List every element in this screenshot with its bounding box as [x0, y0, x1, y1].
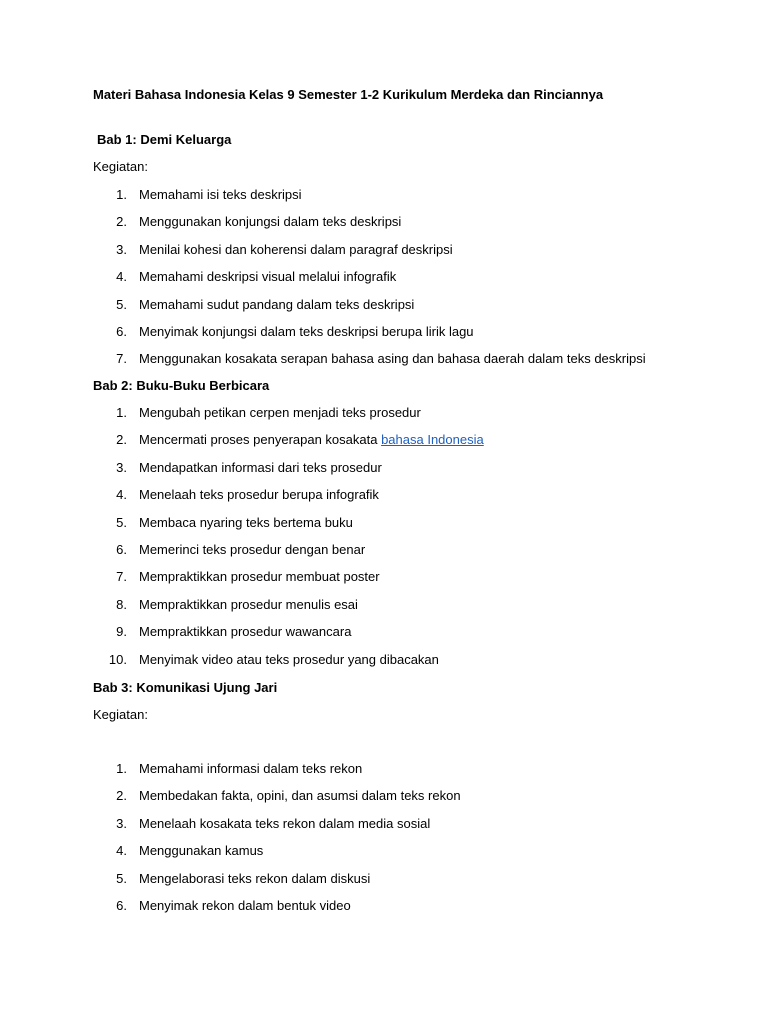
- list-item: [0, 652, 768, 679]
- document-title: Materi Bahasa Indonesia Kelas 9 Semester 1-2 Kurikulum Merdeka dan Rinciannya: [93, 87, 604, 102]
- list-item: [0, 460, 768, 487]
- list-number: 4.: [116, 487, 127, 503]
- list-number: 3.: [116, 459, 127, 475]
- list-text: Menelaah teks prosedur berupa infografik: [139, 487, 379, 503]
- list-item: [0, 542, 768, 569]
- list-text: Memahami deskripsi visual melalui infografik: [139, 269, 397, 285]
- list-text: Menyimak konjungsi dalam teks deskripsi berupa lirik lagu: [139, 323, 474, 339]
- list-item: [0, 515, 768, 542]
- list-text: Mempraktikkan prosedur menulis esai: [139, 596, 358, 612]
- list-number: 4.: [116, 843, 127, 859]
- list-number: 3.: [116, 241, 127, 257]
- list-text: Menggunakan kamus: [139, 843, 264, 859]
- list-text: Memahami informasi dalam teks rekon: [139, 761, 363, 776]
- list-item: [0, 242, 768, 269]
- list-number: 7.: [116, 569, 127, 585]
- list-number: 9.: [116, 624, 127, 640]
- bahasa-indonesia-link[interactable]: bahasa Indonesia: [381, 432, 484, 448]
- list-number: 5.: [116, 296, 127, 312]
- activity-list-bab1: [0, 187, 768, 379]
- list-text: Mendapatkan informasi dari teks prosedur: [139, 459, 382, 475]
- list-number: 1.: [116, 405, 127, 420]
- list-number: 8.: [116, 596, 127, 612]
- list-text: Menyimak rekon dalam bentuk video: [139, 897, 351, 913]
- list-number: 1.: [116, 187, 127, 202]
- list-number: 6.: [116, 541, 127, 557]
- list-item: [0, 405, 768, 432]
- list-text: Mempraktikkan prosedur wawancara: [139, 624, 352, 640]
- list-text: Menilai kohesi dan koherensi dalam paragraf deskripsi: [139, 241, 453, 257]
- list-text: Membedakan fakta, opini, dan asumsi dalam teks rekon: [139, 788, 461, 804]
- list-number: 2.: [116, 788, 127, 804]
- list-text: Memahami isi teks deskripsi: [139, 187, 302, 202]
- list-text: Mengelaborasi teks rekon dalam diskusi: [139, 870, 371, 886]
- activity-label-bab1: Kegiatan:: [93, 159, 148, 174]
- list-item: [0, 898, 768, 925]
- list-text: Mempraktikkan prosedur membuat poster: [139, 569, 380, 585]
- list-text: Membaca nyaring teks bertema buku: [139, 514, 353, 530]
- list-number: 5.: [116, 514, 127, 530]
- list-number: 2.: [116, 214, 127, 230]
- list-text: Memahami sudut pandang dalam teks deskripsi: [139, 296, 415, 312]
- chapter-heading-bab1: Bab 1: Demi Keluarga: [97, 132, 232, 147]
- list-item: [0, 569, 768, 596]
- list-item: [0, 761, 768, 788]
- list-item: [0, 624, 768, 651]
- list-number: 6.: [116, 897, 127, 913]
- list-item: [0, 432, 768, 459]
- chapter-heading-bab3: Bab 3: Komunikasi Ujung Jari: [93, 680, 278, 695]
- list-item: [0, 487, 768, 514]
- list-text: Memerinci teks prosedur dengan benar: [139, 541, 366, 557]
- list-item: [0, 351, 768, 378]
- list-number: 1.: [116, 761, 127, 776]
- activity-list-bab3: [0, 761, 768, 925]
- activity-label-bab3: Kegiatan:: [93, 707, 148, 722]
- list-text-with-link: [139, 432, 484, 448]
- list-number: 5.: [116, 870, 127, 886]
- activity-list-bab2: [0, 405, 768, 679]
- list-text: Menggunakan kosakata serapan bahasa asing dan bahasa daerah dalam teks deskripsi: [139, 351, 646, 367]
- list-text: Mengubah petikan cerpen menjadi teks prosedur: [139, 405, 421, 420]
- list-item: [0, 187, 768, 214]
- list-text: Menyimak video atau teks prosedur yang dibacakan: [139, 651, 439, 667]
- list-item: [0, 297, 768, 324]
- list-item: [0, 324, 768, 351]
- list-number: 10.: [108, 651, 127, 667]
- list-text: Mencermati proses penyerapan kosakata: [139, 432, 382, 448]
- list-item: [0, 214, 768, 241]
- list-text: Menelaah kosakata teks rekon dalam media sosial: [139, 815, 431, 831]
- list-item: [0, 843, 768, 870]
- list-item: [0, 597, 768, 624]
- list-number: 4.: [116, 269, 127, 285]
- list-item: [0, 788, 768, 815]
- list-number: 2.: [116, 432, 127, 448]
- list-number: 6.: [116, 323, 127, 339]
- list-text: Menggunakan konjungsi dalam teks deskripsi: [139, 214, 402, 230]
- list-item: [0, 871, 768, 898]
- list-item: [0, 269, 768, 296]
- list-number: 3.: [116, 815, 127, 831]
- list-number: 7.: [116, 351, 127, 367]
- chapter-heading-bab2: Bab 2: Buku-Buku Berbicara: [93, 378, 270, 393]
- list-item: [0, 816, 768, 843]
